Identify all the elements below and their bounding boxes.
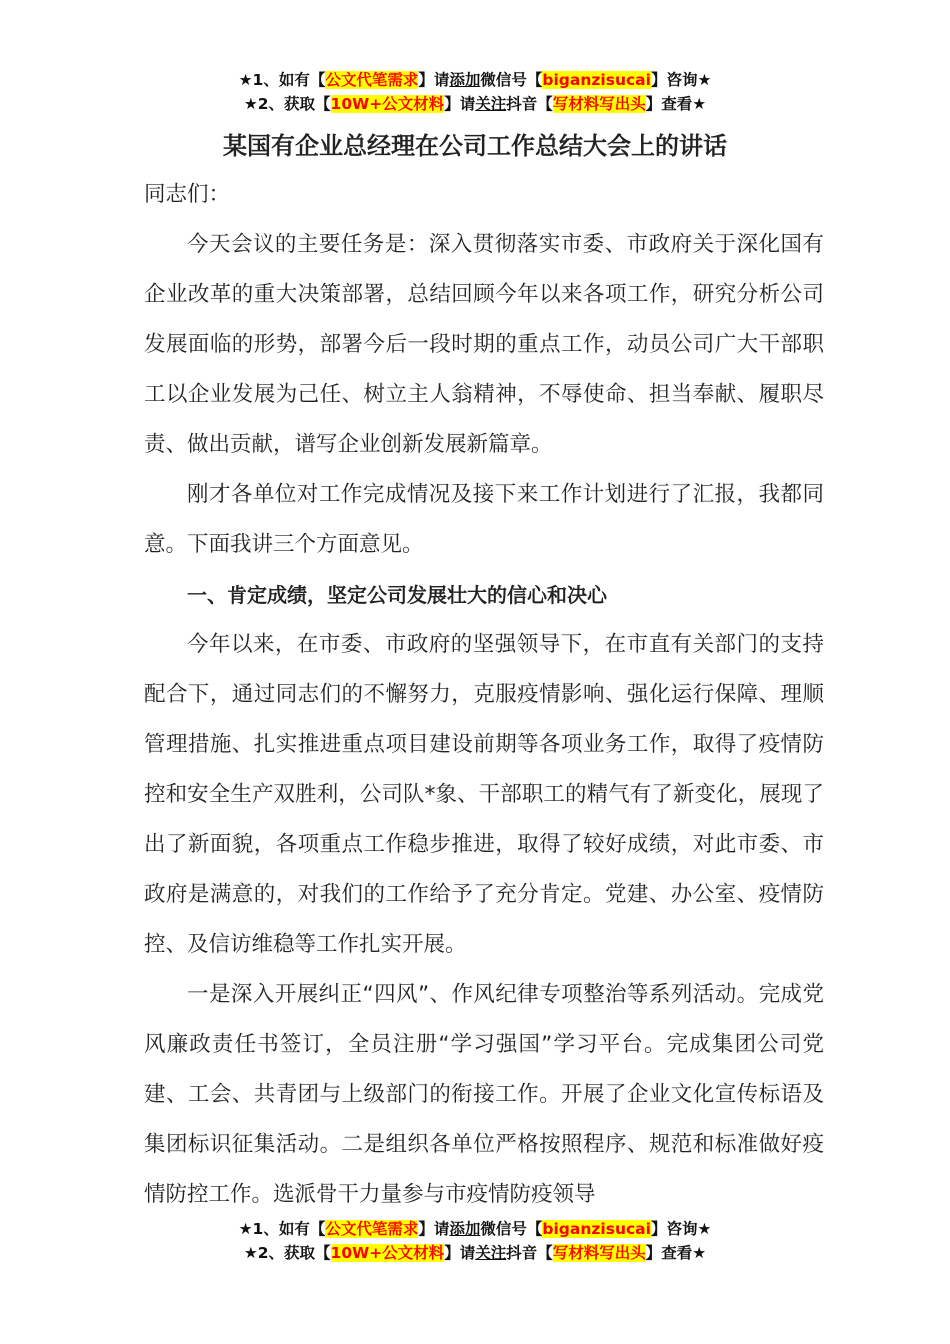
promo-line-1 [0, 68, 950, 92]
promo-line-2 [0, 92, 950, 116]
promo-highlight: 10W+公文材料 [330, 95, 445, 113]
promo-highlight: 公文代笔需求 [325, 71, 419, 89]
promo-underlined: 添加 [449, 1220, 481, 1238]
document-title: 某国有企业总经理在公司工作总结大会上的讲话 [223, 132, 727, 160]
bottom-promo-banner [0, 1217, 950, 1265]
promo-underlined: 关注 [475, 1244, 507, 1262]
promo-underlined: 添加 [449, 71, 481, 89]
douyin-name-highlight: 写材料写出头 [552, 1244, 646, 1262]
wechat-id-highlight: biganzisucai [542, 71, 651, 89]
douyin-name-highlight: 写材料写出头 [552, 95, 646, 113]
top-promo-banner [0, 68, 950, 116]
wechat-id-highlight: biganzisucai [542, 1220, 651, 1238]
promo-text: 】请 [444, 95, 476, 113]
promo-text: 】咨询★ [650, 71, 712, 89]
promo-text: 】请 [418, 1220, 450, 1238]
salutation: 同志们： [144, 182, 231, 207]
promo-text: 】查看★ [645, 1244, 707, 1262]
promo-line-1 [0, 1217, 950, 1241]
promo-highlight: 公文代笔需求 [325, 1220, 419, 1238]
promo-highlight: 10W+公文材料 [330, 1244, 445, 1262]
promo-text: 】请 [418, 71, 450, 89]
promo-text: ★1、如有【 [238, 1220, 326, 1238]
promo-line-2 [0, 1241, 950, 1265]
promo-underlined: 关注 [475, 95, 507, 113]
promo-text: 抖音【 [506, 95, 553, 113]
promo-text: 微信号【 [480, 71, 543, 89]
promo-text: 微信号【 [480, 1220, 543, 1238]
body-paragraph: 刚才各单位对工作完成情况及接下来工作计划进行了汇报，我都同意。下面我讲三个方面意见。 [144, 482, 824, 557]
section-heading: 一、肯定成绩，坚定公司发展壮大的信心和决心 [187, 583, 607, 607]
promo-text: 】请 [444, 1244, 476, 1262]
promo-text: ★2、获取【 [243, 95, 331, 113]
promo-text: 】咨询★ [650, 1220, 712, 1238]
promo-text: ★2、获取【 [243, 1244, 331, 1262]
body-paragraph: 今天会议的主要任务是：深入贯彻落实市委、市政府关于深化国有企业改革的重大决策部署，总结回顾今年以来各项工作，研究分析公司发展面临的形势，部署今后一段时期的重点工作，动员公司广大干部职工以企业发展为己任、树立主人翁精神，不辱使命、担当奉献、履职尽责、做出贡献，谱写企业创新发展新篇章。 [144, 232, 824, 457]
promo-text: 】查看★ [645, 95, 707, 113]
promo-text: ★1、如有【 [238, 71, 326, 89]
promo-text: 抖音【 [506, 1244, 553, 1262]
document-body [144, 170, 824, 1220]
body-paragraph: 今年以来，在市委、市政府的坚强领导下，在市直有关部门的支持配合下，通过同志们的不懈努力，克服疫情影响、强化运行保障、理顺管理措施、扎实推进重点项目建设前期等各项业务工作，取得了疫情防控和安全生产双胜利，公司队*象、干部职工的精气有了新变化，展现了出了新面貌，各项重点工作稳步推进，取得了较好成绩，对此市委、市政府是满意的，对我们的工作给予了充分肯定。党建、办公室、疫情防控、及信访维稳等工作扎实开展。 [144, 632, 824, 957]
body-paragraph: 一是深入开展纠正“四风”、作风纪律专项整治等系列活动。完成党风廉政责任书签订，全员注册“学习强国”学习平台。完成集团公司党建、工会、共青团与上级部门的衔接工作。开展了企业文化宣传标语及集团标识征集活动。二是组织各单位严格按照程序、规范和标准做好疫情防控工作。选派骨干力量参与市疫情防疫领导 [144, 982, 824, 1207]
